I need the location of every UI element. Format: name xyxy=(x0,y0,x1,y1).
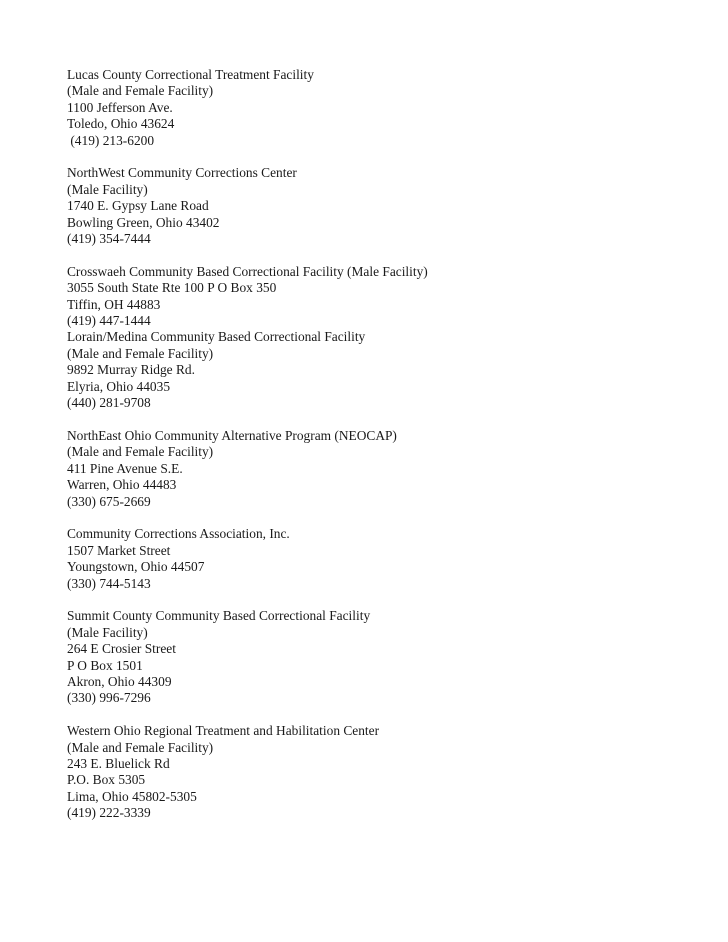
facility-name: Lorain/Medina Community Based Correctional Facility xyxy=(67,329,366,345)
facility-address-line: P O Box 1501 xyxy=(67,657,143,673)
facility-name: Western Ohio Regional Treatment and Habilitation Center xyxy=(67,723,380,739)
facility-name: NorthEast Ohio Community Alternative Program (NEOCAP) xyxy=(67,427,397,443)
facility-address-line: (Male and Female Facility) xyxy=(67,345,214,361)
facility-entry xyxy=(67,526,687,592)
facility-entry xyxy=(67,165,687,247)
facility-address-line: (330) 675-2669 xyxy=(67,493,151,509)
facility-entry xyxy=(67,428,687,510)
facility-address-line: Bowling Green, Ohio 43402 xyxy=(67,214,220,230)
facility-address-line: 1740 E. Gypsy Lane Road xyxy=(67,198,209,214)
facility-address-line: (419) 354-7444 xyxy=(67,231,151,247)
facility-address-line: (330) 744-5143 xyxy=(67,575,151,591)
facility-address-line: (419) 213-6200 xyxy=(67,132,155,148)
facility-name: Crosswaeh Community Based Correctional Facility (Male Facility) xyxy=(67,263,428,279)
facility-address-line: Lima, Ohio 45802-5305 xyxy=(67,788,197,804)
facility-address-line: (Male and Female Facility) xyxy=(67,83,214,99)
facility-directory xyxy=(67,67,687,822)
facility-name: Summit County Community Based Correctional Facility xyxy=(67,608,371,624)
facility-address-line: (Male and Female Facility) xyxy=(67,444,214,460)
facility-address-line: (440) 281-9708 xyxy=(67,395,151,411)
facility-address-line: 411 Pine Avenue S.E. xyxy=(67,460,183,476)
facility-address-line: P.O. Box 5305 xyxy=(67,772,146,788)
facility-address-line: 1507 Market Street xyxy=(67,542,171,558)
facility-address-line: Tiffin, OH 44883 xyxy=(67,296,161,312)
facility-address-line: 1100 Jefferson Ave. xyxy=(67,99,173,115)
facility-address-line: (Male Facility) xyxy=(67,181,148,197)
facility-address-line: 9892 Murray Ridge Rd. xyxy=(67,362,195,378)
facility-address-line: (Male and Female Facility) xyxy=(67,739,214,755)
facility-address-line: (419) 447-1444 xyxy=(67,313,151,329)
facility-entry xyxy=(67,264,687,330)
facility-name: Lucas County Correctional Treatment Facility xyxy=(67,67,314,82)
facility-entry xyxy=(67,723,687,821)
facility-address-line: 3055 South State Rte 100 P O Box 350 xyxy=(67,280,277,296)
facility-entry xyxy=(67,67,687,149)
facility-address-line: 264 E Crosier Street xyxy=(67,641,176,657)
facility-address-line: 243 E. Bluelick Rd xyxy=(67,755,170,771)
facility-address-line: Akron, Ohio 44309 xyxy=(67,673,172,689)
facility-address-line: (419) 222-3339 xyxy=(67,805,151,821)
facility-address-line: Youngstown, Ohio 44507 xyxy=(67,559,205,575)
facility-address-line: Toledo, Ohio 43624 xyxy=(67,116,175,132)
facility-address-line: Elyria, Ohio 44035 xyxy=(67,378,171,394)
facility-entry xyxy=(67,329,687,411)
facility-entry xyxy=(67,608,687,706)
facility-address-line: (330) 996-7296 xyxy=(67,690,151,706)
facility-address-line: (Male Facility) xyxy=(67,624,148,640)
facility-address-line: Warren, Ohio 44483 xyxy=(67,477,177,493)
facility-name: Community Corrections Association, Inc. xyxy=(67,526,290,542)
facility-name: NorthWest Community Corrections Center xyxy=(67,165,297,181)
